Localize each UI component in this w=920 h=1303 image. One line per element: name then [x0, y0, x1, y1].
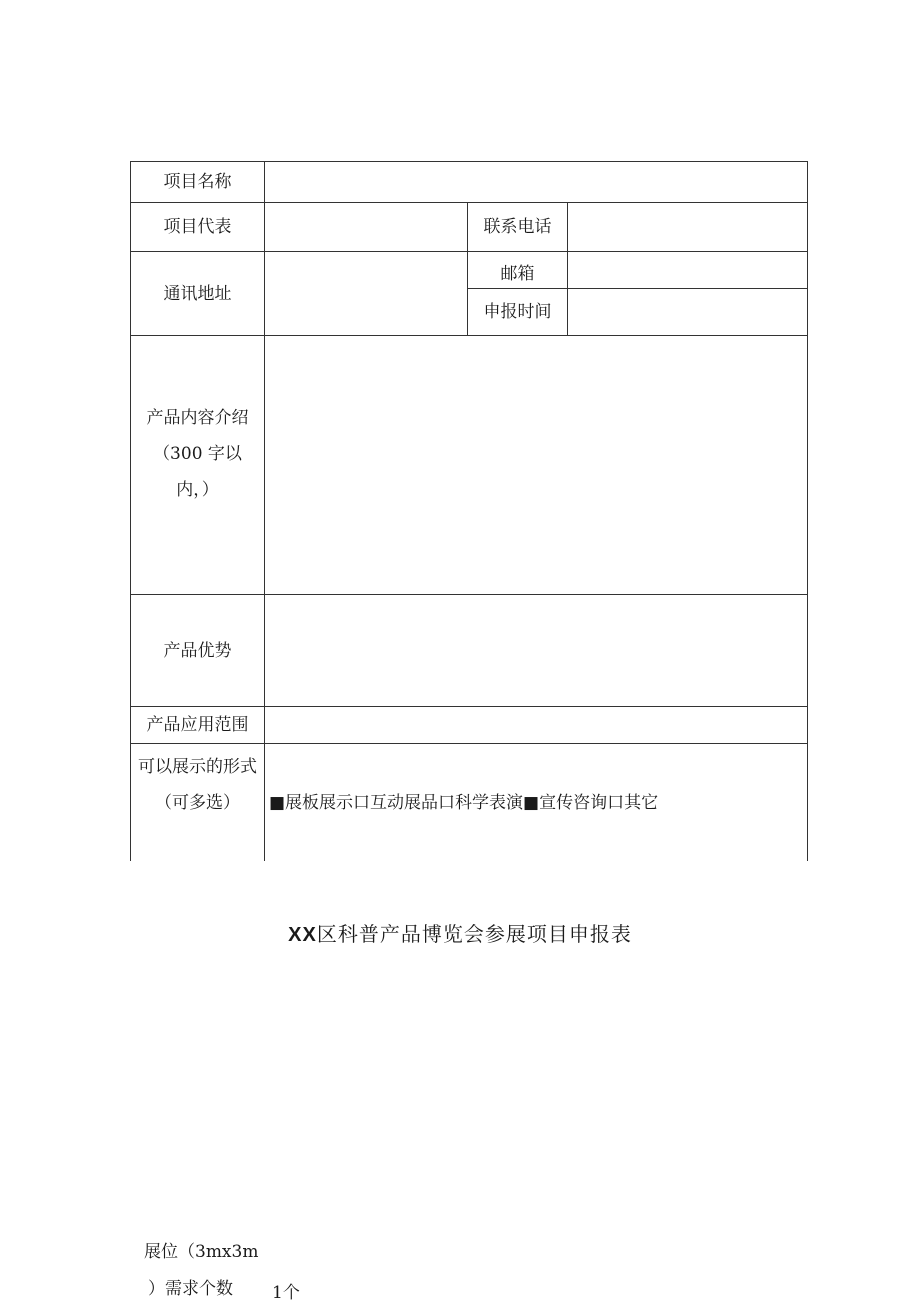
application-scope-field[interactable] [265, 707, 807, 743]
product-intro-label [131, 336, 264, 594]
phone-field[interactable] [568, 203, 807, 251]
booth-count-value: 1个 [272, 1283, 300, 1303]
display-options[interactable]: ■展板展示口互动展品口科学表演■宣传咨询口其它 [269, 793, 659, 813]
product-intro-field[interactable] [265, 336, 807, 594]
title-prefix: XX [288, 924, 317, 946]
phone-label: 联系电话 [483, 217, 552, 237]
address-field[interactable] [265, 252, 467, 335]
date-field[interactable] [568, 289, 807, 335]
display-form-label-line-2: （可多选） [155, 793, 240, 813]
booth-label-line-1: 展位（3mx3m [144, 1242, 259, 1262]
product-advantage-field[interactable] [265, 595, 807, 706]
project-name-label: 项目名称 [163, 172, 232, 192]
application-scope-label: 产品应用范围 [146, 715, 249, 735]
table-border-right [807, 161, 808, 861]
display-form-label [131, 749, 264, 821]
row-divider-6 [130, 743, 808, 744]
address-label: 通讯地址 [163, 283, 232, 304]
project-rep-field[interactable] [265, 203, 467, 251]
page-title [0, 918, 920, 947]
product-intro-label-line-3: 内，） [176, 480, 219, 500]
product-intro-label-line-1: 产品内容介绍 [146, 408, 249, 428]
product-advantage-label: 产品优势 [163, 640, 232, 661]
display-form-label-line-1: 可以展示的形式 [138, 757, 257, 777]
product-intro-label-line-2: （300 字以 [153, 444, 242, 464]
project-rep-label: 项目代表 [163, 217, 232, 237]
email-field[interactable] [568, 252, 807, 288]
date-label: 申报时间 [483, 302, 552, 322]
booth-label-line-2: ）需求个数 [148, 1279, 233, 1299]
email-label: 邮箱 [500, 264, 535, 284]
title-text: 区科普产品博览会参展项目申报表 [316, 922, 632, 946]
project-name-field[interactable] [265, 162, 807, 202]
